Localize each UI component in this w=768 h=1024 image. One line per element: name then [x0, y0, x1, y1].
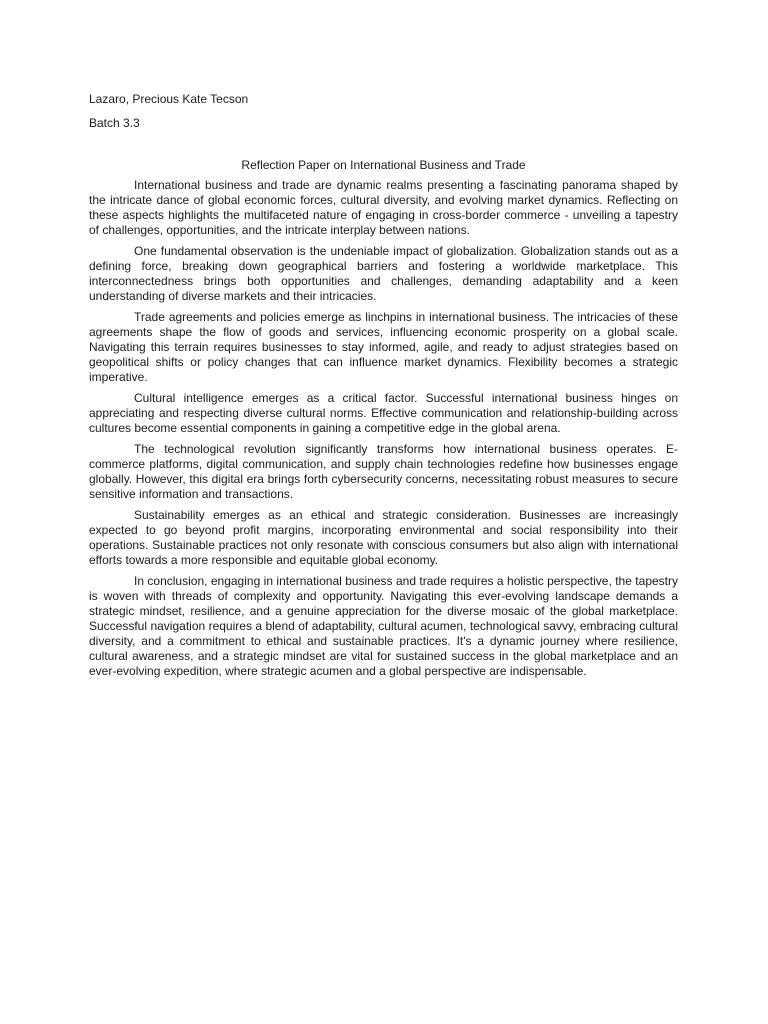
paragraph-technology: The technological revolution significantly transforms how international business operates. E-commerce platforms, digital communication, and supply chain technologies redefine how businesses engage globally. However, this digital era brings forth cybersecurity concerns, necessitating robust measures to secure sensitive information and transactions. [89, 442, 678, 501]
paragraph-conclusion: In conclusion, engaging in international business and trade requires a holistic perspective, the tapestry is woven with threads of complexity and opportunity. Navigating this ever-evolving landscape demands a strategic mindset, resilience, and a genuine appreciation for the diverse mosaic of the global marketplace. Successful navigation requires a blend of adaptability, cultural acumen, technological savvy, embracing cultural diversity, and a commitment to ethical and sustainable practices. It's a dynamic journey where resilience, cultural awareness, and a strategic mindset are vital for sustained success in the global marketplace and an ever-evolving expedition, where strategic acumen and a global perspective are indispensable. [89, 574, 678, 678]
batch-label: Batch 3.3 [89, 116, 140, 130]
paragraph-sustainability: Sustainability emerges as an ethical and strategic consideration. Businesses are increasingly expected to go beyond profit margins, incorporating environmental and social responsibility into their operations. Sustainable practices not only resonate with conscious consumers but also align with international efforts towards a more responsible and equitable global economy. [89, 508, 678, 567]
document-body [89, 92, 678, 679]
paragraph-intro: International business and trade are dynamic realms presenting a fascinating panorama shaped by the intricate dance of global economic forces, cultural diversity, and evolving market dynamics. Reflecting on these aspects highlights the multifaceted nature of engaging in cross-border commerce - unveiling a tapestry of challenges, opportunities, and the intricate interplay between nations. [89, 178, 678, 237]
paragraph-cultural-intelligence: Cultural intelligence emerges as a critical factor. Successful international business hinges on appreciating and respecting diverse cultural norms. Effective communication and relationship-building across cultures become essential components in gaining a competitive edge in the global arena. [89, 391, 678, 435]
paragraph-globalization: One fundamental observation is the undeniable impact of globalization. Globalization stands out as a defining force, breaking down geographical barriers and fostering a worldwide marketplace. This interconnectedness brings both opportunities and challenges, demanding adaptability and a keen understanding of diverse markets and their intricacies. [89, 244, 678, 303]
author-name: Lazaro, Precious Kate Tecson [89, 92, 249, 106]
paragraph-trade-agreements: Trade agreements and policies emerge as linchpins in international business. The intricacies of these agreements shape the flow of goods and services, influencing economic prosperity on a global scale. Navigating this terrain requires businesses to stay informed, agile, and ready to adjust strategies based on geopolitical shifts or policy changes that can influence market dynamics. Flexibility becomes a strategic imperative. [89, 310, 678, 384]
paper-title: Reflection Paper on International Business and Trade [241, 158, 526, 172]
